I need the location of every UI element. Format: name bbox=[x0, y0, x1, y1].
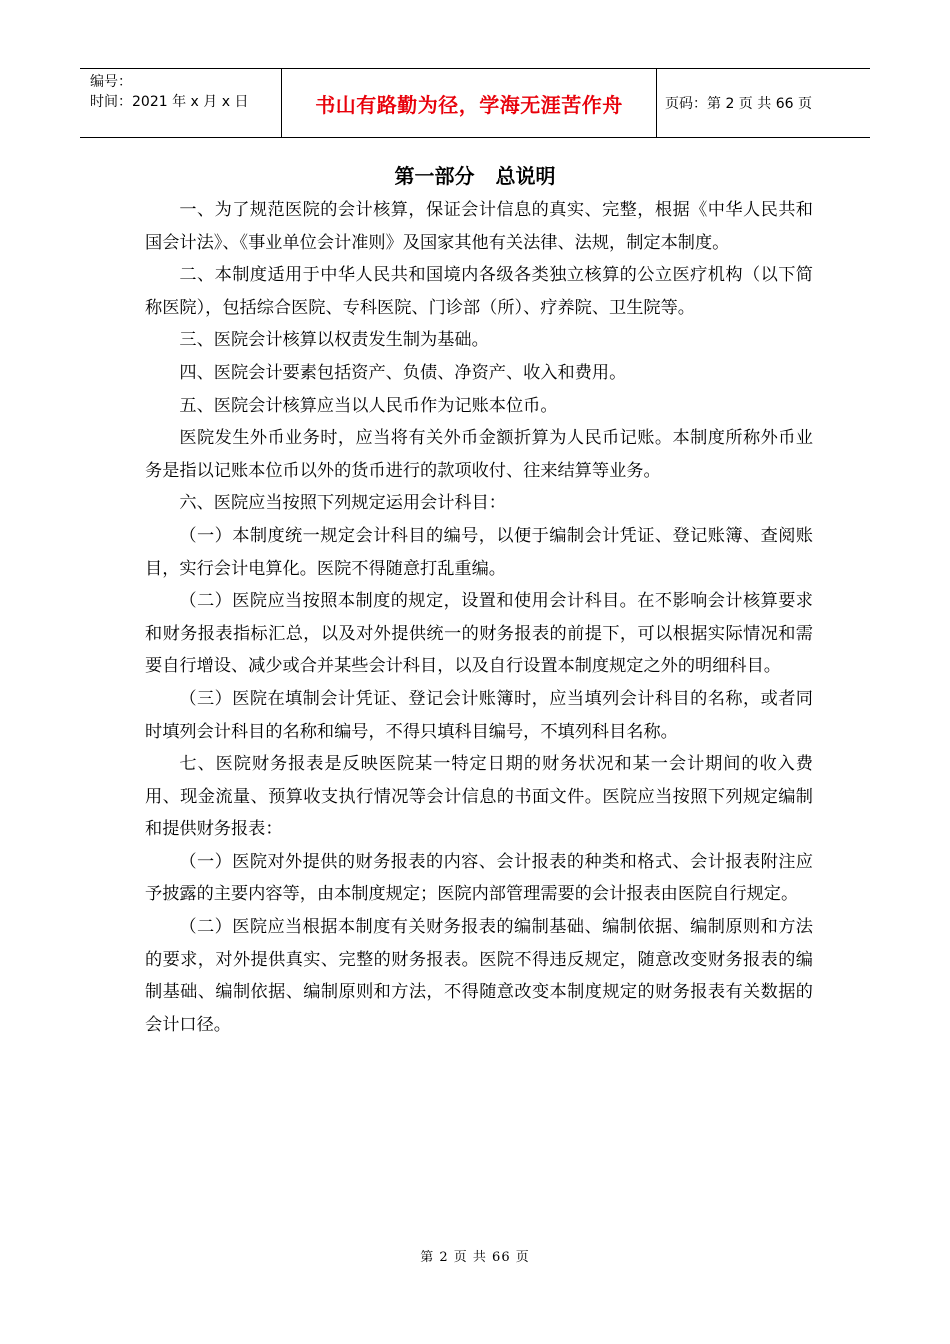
paragraph-5: 五、医院会计核算应当以人民币作为记账本位币。 bbox=[179, 395, 558, 416]
paragraph-9: （二）医院应当按照本制度的规定，设置和使用会计科目。在不影响会计核算要求和财务报表指标汇总，以及对外提供统一的财务报表的前提下，可以根据实际情况和需要自行增设、减少或合并某些会计科目，以及自行设置本制度规定之外的明细科目。 bbox=[145, 591, 813, 677]
paragraph-11: 七、医院财务报表是反映医院某一特定日期的财务状况和某一会计期间的收入费用、现金流量、预算收支执行情况等会计信息的书面文件。医院应当按照下列规定编制和提供财务报表： bbox=[145, 754, 813, 840]
paragraph-8: （一）本制度统一规定会计科目的编号，以便于编制会计凭证、登记账簿、查阅账目，实行会计电算化。医院不得随意打乱重编。 bbox=[145, 525, 813, 579]
page-info-cell bbox=[657, 69, 870, 137]
date-label: 时间：2021 年 x 月 x 日 bbox=[90, 94, 249, 110]
paragraph-7: 六、医院应当按照下列规定运用会计科目： bbox=[179, 493, 506, 514]
motto-text: 书山有路勤为径，学海无涯苦作舟 bbox=[315, 92, 623, 117]
paragraph-1: 一、为了规范医院的会计核算，保证会计信息的真实、完整，根据《中华人民共和国会计法》、《事业单位会计准则》及国家其他有关法律、法规，制定本制度。 bbox=[145, 200, 813, 253]
motto-cell bbox=[282, 69, 657, 137]
paragraph-4: 四、医院会计要素包括资产、负债、净资产、收入和费用。 bbox=[179, 362, 627, 383]
header-table bbox=[80, 68, 870, 138]
paragraph-2: 二、本制度适用于中华人民共和国境内各级各类独立核算的公立医疗机构（以下简称医院），包括综合医院、专科医院、门诊部（所）、疗养院、卫生院等。 bbox=[145, 265, 813, 318]
page-info-text: 页码：第 2 页 共 66 页 bbox=[665, 96, 812, 112]
page-footer: 第 2 页 共 66 页 bbox=[420, 1250, 530, 1265]
paragraph-12: （一）医院对外提供的财务报表的内容、会计报表的种类和格式、会计报表附注应予披露的主要内容等，由本制度规定；医院内部管理需要的会计报表由医院自行规定。 bbox=[145, 851, 813, 905]
header-meta-cell bbox=[80, 69, 282, 137]
paragraph-6: 医院发生外币业务时，应当将有关外币金额折算为人民币记账。本制度所称外币业务是指以记账本位币以外的货币进行的款项收付、往来结算等业务。 bbox=[145, 428, 813, 481]
body-text bbox=[145, 194, 813, 1041]
serial-label: 编号： bbox=[90, 74, 132, 90]
paragraph-3: 三、医院会计核算以权责发生制为基础。 bbox=[179, 330, 489, 351]
paragraph-13: （二）医院应当根据本制度有关财务报表的编制基础、编制依据、编制原则和方法的要求，对外提供真实、完整的财务报表。医院不得违反规定，随意改变财务报表的编制基础、编制依据、编制原则和方法，不得随意改变本制度规定的财务报表有关数据的会计口径。 bbox=[145, 917, 813, 1035]
paragraph-10: （三）医院在填制会计凭证、登记会计账簿时，应当填列会计科目的名称，或者同时填列会计科目的名称和编号，不得只填科目编号，不填列科目名称。 bbox=[145, 688, 813, 742]
section-title: 第一部分 总说明 bbox=[394, 164, 556, 188]
